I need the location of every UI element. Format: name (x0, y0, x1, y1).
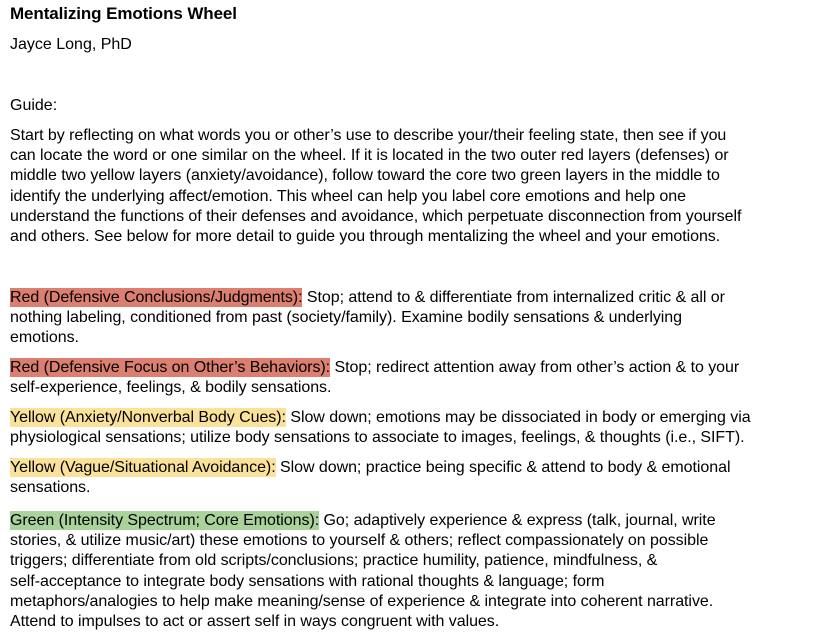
guide-line: identify the underlying affect/emotion. This wheel can help you label core emotions and help one (10, 187, 686, 205)
entry-first-line (10, 358, 739, 378)
entry-line: physiological sensations; utilize body sensations to associate to images, feelings, & thoughts (i.e., SIFT). (10, 429, 745, 447)
highlight-label-red: Red (Defensive Focus on Other’s Behaviors): (10, 359, 331, 376)
entry-line: stories, & utilize music/art) these emotions to yourself & others; reflect compassionately on possible (10, 532, 709, 550)
entry-yellow-avoidance (10, 458, 730, 498)
highlight-label-green: Green (Intensity Spectrum; Core Emotions): (10, 512, 320, 529)
entry-line: triggers; differentiate from old scripts/conclusions; practice humility, patience, mindfulness, & (10, 552, 658, 570)
entry-first-line (10, 511, 716, 531)
entry-red-conclusions (10, 288, 725, 349)
entry-text: Slow down; practice being specific & attend to body & emotional (275, 459, 731, 476)
entry-red-others-behaviors (10, 358, 739, 398)
guide-line: understand the functions of their defenses and avoidance, which perpetuate disconnection from yourself (10, 207, 742, 225)
entry-line: metaphors/analogies to help make meaning/sense of experience & integrate into coherent narrative. (10, 592, 714, 610)
entry-text: Go; adaptively experience & express (talk, journal, write (319, 512, 716, 529)
guide-line: Start by reflecting on what words you or other’s use to describe your/their feeling state, then see if you (10, 127, 727, 144)
entry-line: self-acceptance to integrate body sensations with rational thoughts & language; form (10, 572, 605, 590)
entry-line: nothing labeling, conditioned from past (society/family). Examine bodily sensations & underlying (10, 309, 683, 327)
entry-green-core-emotions (10, 511, 716, 632)
entry-text: Stop; redirect attention away from other’s action & to your (330, 359, 740, 376)
document-page (10, 0, 821, 635)
entry-line: emotions. (10, 329, 79, 347)
entry-line: self-experience, feelings, & bodily sensations. (10, 379, 332, 397)
highlight-label-red: Red (Defensive Conclusions/Judgments): (10, 289, 303, 306)
entry-text: Slow down; emotions may be dissociated in body or emerging via (285, 409, 751, 426)
entry-line: sensations. (10, 479, 91, 497)
highlight-label-yellow: Yellow (Anxiety/Nonverbal Body Cues): (10, 409, 286, 426)
highlight-label-yellow: Yellow (Vague/Situational Avoidance): (10, 459, 276, 476)
entry-line: Attend to impulses to act or assert self in ways congruent with values. (10, 613, 500, 631)
guide-paragraph (10, 126, 741, 247)
guide-heading: Guide: (10, 97, 58, 114)
entry-text: Stop; attend to & differentiate from internalized critic & all or (302, 289, 725, 306)
entry-first-line (10, 288, 725, 308)
guide-line: middle two yellow layers (anxiety/avoidance), follow toward the core two green layers in the middle to (10, 167, 720, 185)
entry-first-line (10, 458, 730, 478)
guide-line: can locate the word or one similar on the wheel. If it is located in the two outer red layers (defenses) or (10, 147, 729, 165)
entry-yellow-anxiety (10, 408, 751, 448)
entry-first-line (10, 408, 751, 428)
document-author: Jayce Long, PhD (10, 36, 132, 53)
document-title: Mentalizing Emotions Wheel (10, 4, 237, 23)
guide-line: and others. See below for more detail to guide you through mentalizing the wheel and your emotions. (10, 228, 721, 246)
